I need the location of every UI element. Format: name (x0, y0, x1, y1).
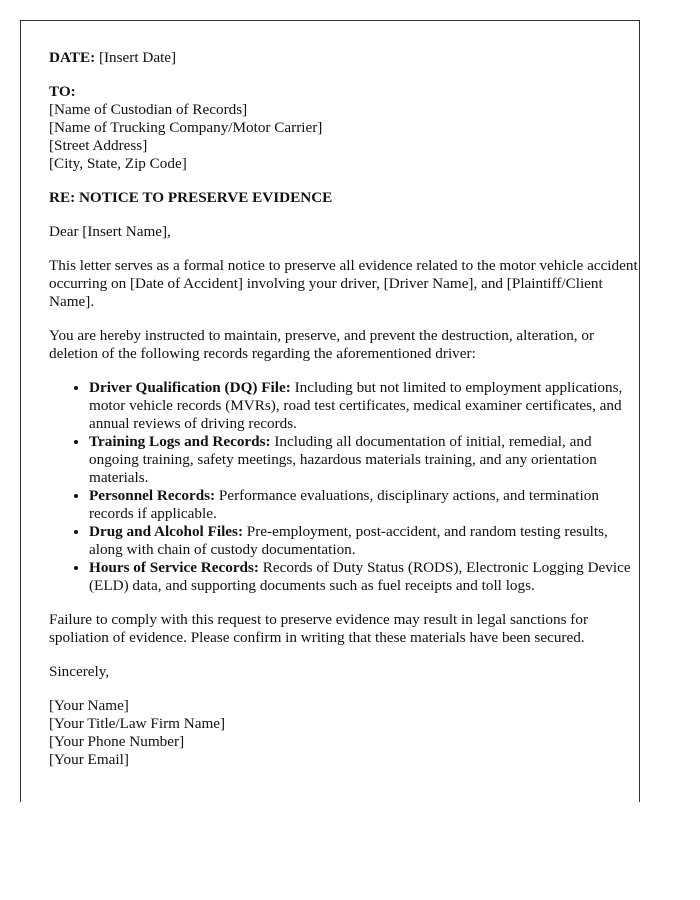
record-description: Pre-employment, post-accident, and random testing results, along with chain of custody documentation. (89, 523, 608, 558)
records-list (49, 379, 639, 595)
record-description: Including all documentation of initial, remedial, and ongoing training, safety meetings, hazardous materials training, and any orientation materials. (89, 433, 597, 486)
record-item-hours-of-service (89, 559, 639, 595)
intro-paragraph: This letter serves as a formal notice to preserve all evidence related to the motor vehicle accident occurring on [Date of Accident] involving your driver, [Driver Name], and [Plaintiff/Client Name]. (49, 257, 638, 310)
recipient-custodian: [Name of Custodian of Records] (49, 101, 248, 118)
instruction-paragraph: You are hereby instructed to maintain, preserve, and prevent the destruction, alteration, or deletion of the following records regarding the aforementioned driver: (49, 327, 595, 362)
salutation: Dear [Insert Name], (49, 223, 171, 240)
recipient-company: [Name of Trucking Company/Motor Carrier] (49, 119, 323, 136)
signature-phone: [Your Phone Number] (49, 733, 185, 750)
closing: Sincerely, (49, 663, 110, 680)
record-item-personnel (89, 487, 639, 523)
record-item-dq-file (89, 379, 639, 433)
record-title: Personnel Records: (89, 487, 216, 504)
recipient-city-state-zip: [City, State, Zip Code] (49, 155, 187, 172)
to-label: TO: (49, 83, 76, 100)
record-title: Driver Qualification (DQ) File: (89, 379, 291, 396)
record-title: Drug and Alcohol Files: (89, 523, 243, 540)
signature-email: [Your Email] (49, 751, 129, 768)
record-title: Training Logs and Records: (89, 433, 271, 450)
record-description: Including but not limited to employment applications, motor vehicle records (MVRs), road test certificates, medical examiner certificates, and annual reviews of driving records. (89, 379, 623, 432)
record-title: Hours of Service Records: (89, 559, 259, 576)
date-value: [Insert Date] (98, 49, 177, 66)
record-description: Records of Duty Status (RODS), Electronic Logging Device (ELD) data, and supporting documents such as fuel receipts and toll logs. (89, 559, 631, 594)
recipient-street: [Street Address] (49, 137, 148, 154)
letter-page (20, 20, 640, 802)
record-item-training-logs (89, 433, 639, 487)
warning-paragraph: Failure to comply with this request to preserve evidence may result in legal sanctions for spoliation of evidence. Please confirm in writing that these materials have been secured. (49, 611, 589, 646)
signature-block (49, 697, 639, 769)
record-description: Performance evaluations, disciplinary actions, and termination records if applicable. (89, 487, 599, 522)
subject-line (49, 189, 639, 207)
recipient-block (49, 83, 639, 173)
signature-name: [Your Name] (49, 697, 129, 714)
date-line (49, 49, 639, 67)
date-label: DATE: (49, 49, 96, 66)
subject-text: RE: NOTICE TO PRESERVE EVIDENCE (49, 189, 333, 206)
signature-title-firm: [Your Title/Law Firm Name] (49, 715, 226, 732)
record-item-drug-alcohol (89, 523, 639, 559)
